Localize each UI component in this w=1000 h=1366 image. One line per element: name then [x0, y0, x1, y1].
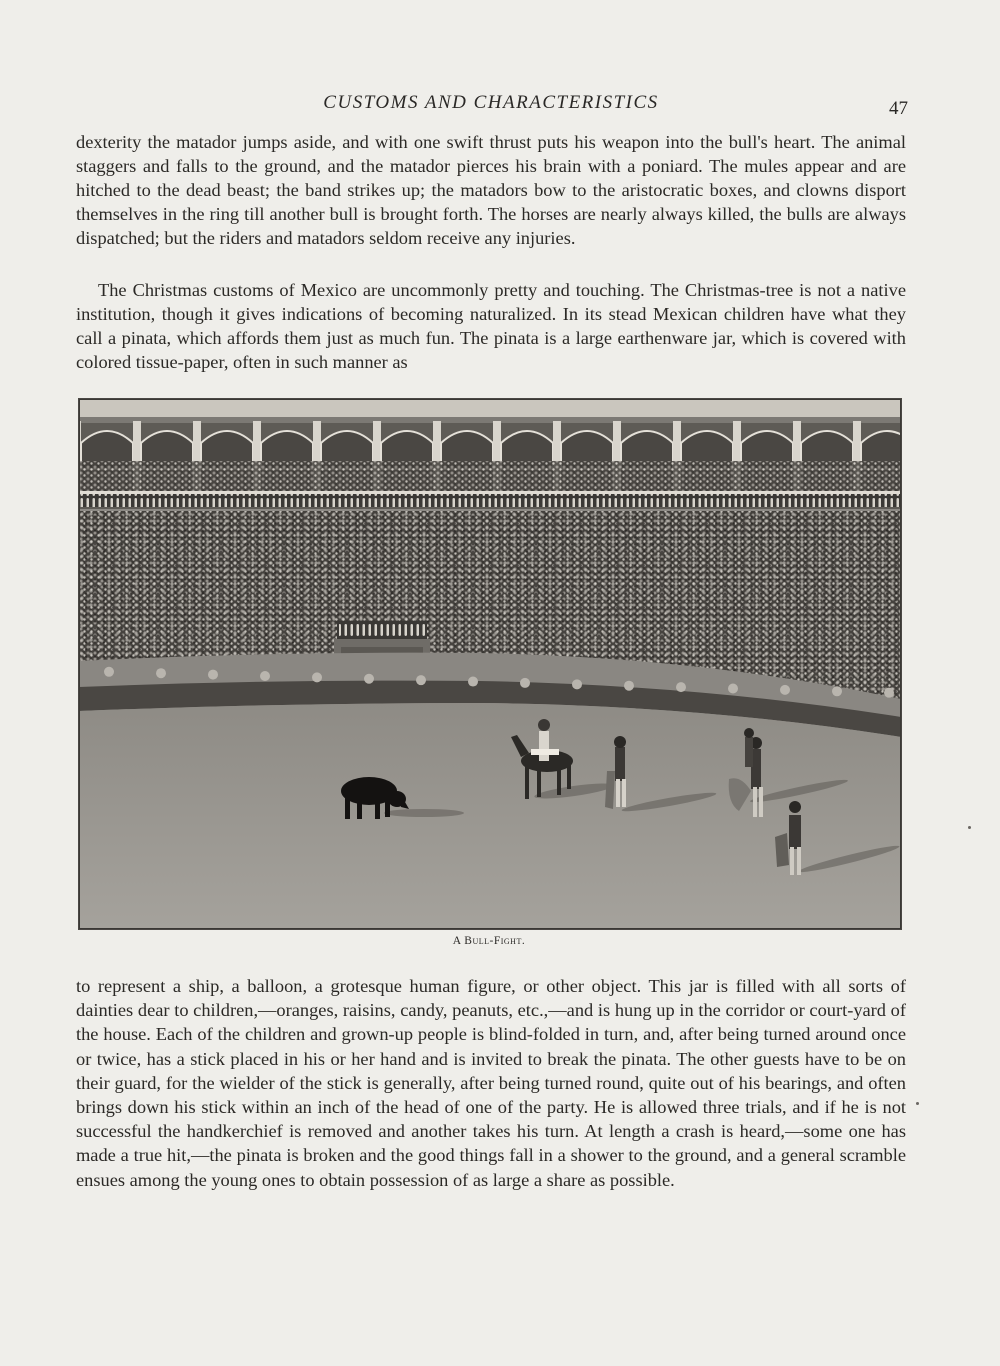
page-number: 47 — [889, 98, 908, 119]
paragraph-continued: dexterity the matador jumps aside, and with one swift thrust puts his weapon into the bull's heart. The animal staggers and falls to the ground, and the matador pierces his brain with a poniard. The mules appear and are hitched to the dead beast; the band strikes up; the matadors bow to the aristocratic boxes, and clowns disport themselves in the ring till another bull is brought forth. The horses are nearly always killed, the bulls are always dispatched; but the riders and matadors seldom receive any injuries. — [76, 132, 906, 249]
running-head — [76, 92, 906, 120]
page-speck — [916, 1102, 919, 1105]
paragraph-christmas-customs: The Christmas customs of Mexico are uncommonly pretty and touching. The Christmas-tree is not a native institution, though it gives indications of becoming naturalized. In its stead Mexican children have what they call a pinata, which affords them just as much fun. The pinata is a large earthenware jar, which is covered with colored tissue-paper, often in such manner as — [76, 280, 906, 373]
paragraph-pinata: to represent a ship, a balloon, a grotesque human figure, or other object. This jar is filled with all sorts of dainties dear to children,—oranges, raisins, candy, peanuts, etc.,—and is hung up in the corridor or court-yard of the house. Each of the children and grown-up people is blind-folded in turn, and, after being turned around once or twice, has a stick placed in his or her hand and is invited to break the pinata. The other guests have to be on their guard, for the wielder of the stick is generally, after being turned round, quite out of his bearings, and often brings down his stick within an inch of the head of one of the party. He is allowed three trials, and if he is not successful the handkerchief is removed and another takes his turn. At length a crash is heard,—some one has made a true hit,—the pinata is broken and the good things fall in a shower to the ground, and a general scramble ensues among the young ones to obtain possession of as large a share as possible. — [76, 976, 906, 1190]
bullfight-photograph — [78, 398, 902, 930]
running-title: CUSTOMS AND CHARACTERISTICS — [323, 92, 659, 113]
figure-caption: A Bull-Fight. — [452, 935, 526, 947]
page-speck — [968, 826, 971, 829]
